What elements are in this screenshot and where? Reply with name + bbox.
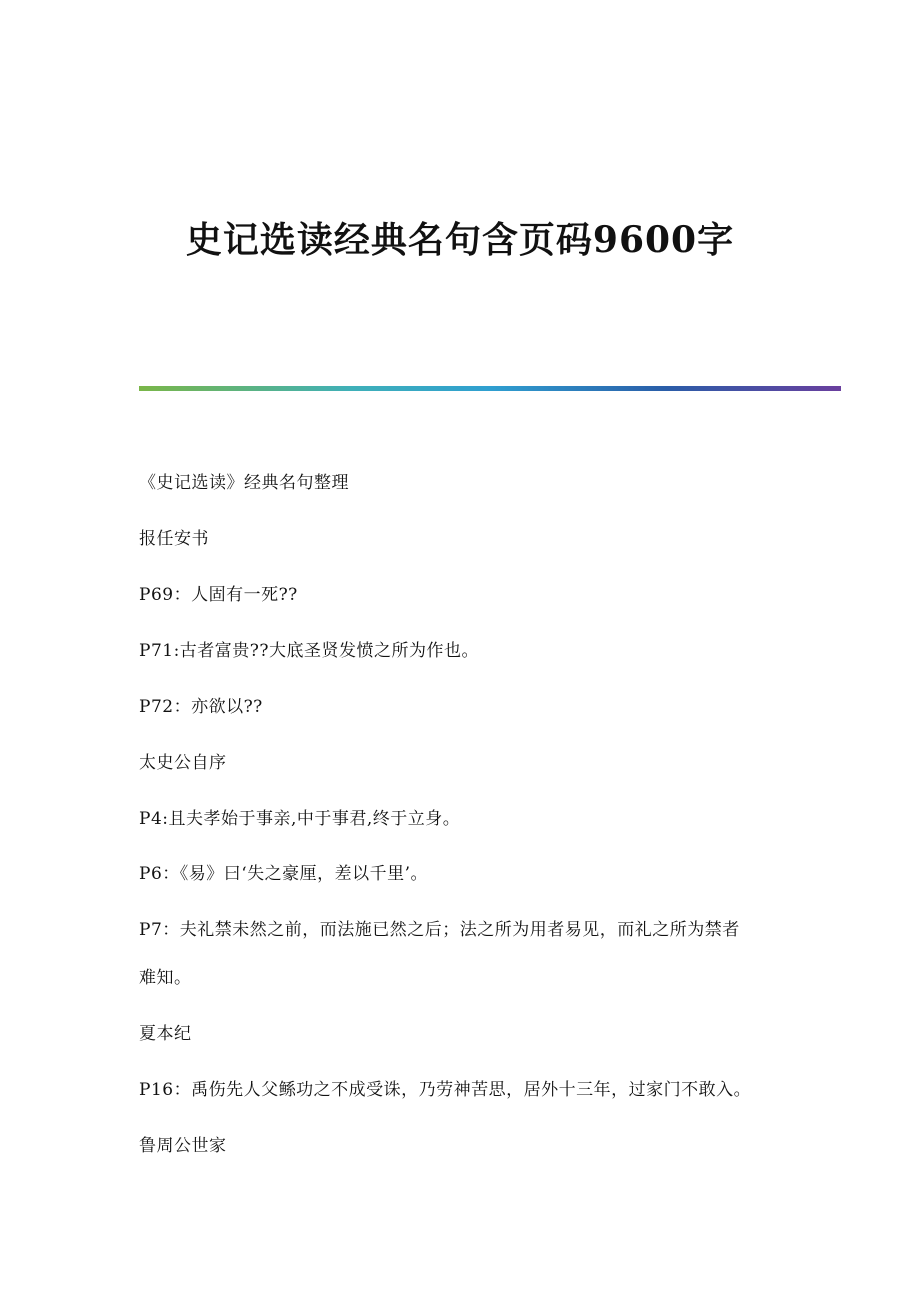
title-divider [139, 386, 841, 391]
body-line: 鲁周公世家 [139, 1136, 227, 1156]
body-line: P6：《易》曰‘失之豪厘，差以千里’。 [139, 864, 429, 884]
body-line: 报任安书 [139, 529, 209, 549]
body-line: P71:古者富贵??大底圣贤发愤之所为作也。 [139, 641, 480, 661]
body-line: P4:且夫孝始于事亲,中于事君,终于立身。 [139, 809, 461, 829]
body-line: P72：亦欲以?? [139, 697, 263, 717]
body-line: P16：禹伤先人父鲧功之不成受诛，乃劳神苦思，居外十三年，过家门不敢入。 [139, 1080, 752, 1100]
body-line: 难知。 [139, 968, 192, 988]
body-line: P69：人固有一死?? [139, 585, 298, 605]
body-line: 《史记选读》经典名句整理 [139, 473, 349, 493]
body-line: 太史公自序 [139, 753, 227, 773]
body-line: P7：夫礼禁未然之前，而法施已然之后；法之所为用者易见，而礼之所为禁者 [139, 920, 740, 940]
body-line: 夏本纪 [139, 1024, 192, 1044]
document-title: 史记选读经典名句含页码9600字 [185, 219, 735, 261]
